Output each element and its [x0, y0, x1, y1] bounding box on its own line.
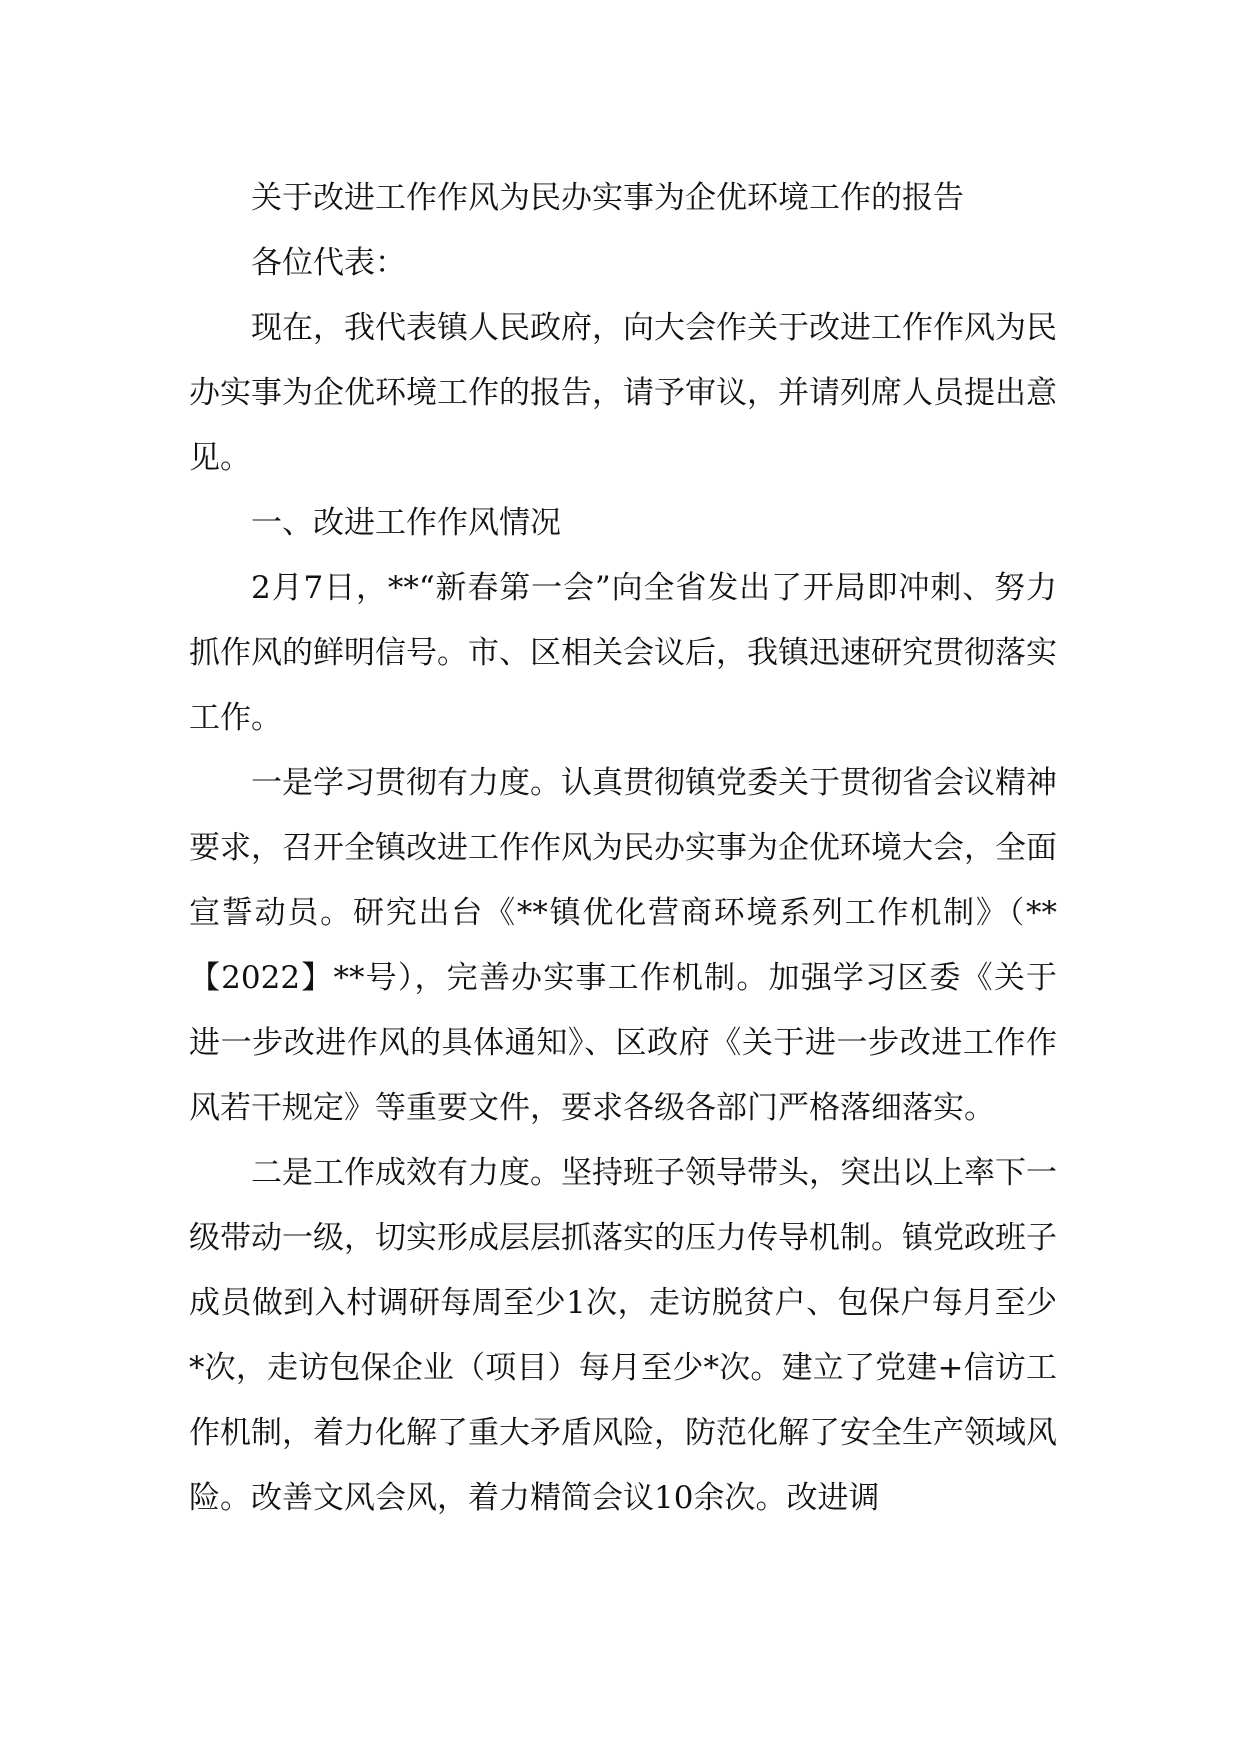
- document-title: 关于改进工作作风为民办实事为企优环境工作的报告: [251, 180, 964, 216]
- document-body: [189, 166, 1057, 1531]
- paragraph-study: 一是学习贯彻有力度。认真贯彻镇党委关于贯彻省会议精神要求，召开全镇改进工作作风为民办实事为企优环境大会，全面宣誓动员。研究出台《**镇优化营商环境系列工作机制》（**【2022】**号），完善办实事工作机制。加强学习区委《关于进一步改进作风的具体通知》、区政府《关于进一步改进工作作风若干规定》等重要文件，要求各级各部门严格落细落实。: [189, 765, 1057, 1126]
- paragraph-results: 二是工作成效有力度。坚持班子领导带头，突出以上率下一级带动一级，切实形成层层抓落实的压力传导机制。镇党政班子成员做到入村调研每周至少1次，走访脱贫户、包保户每月至少*次，走访包保企业（项目）每月至少*次。建立了党建+信访工作机制，着力化解了重大矛盾风险，防范化解了安全生产领域风险。改善文风会风，着力精简会议10余次。改进调: [189, 1155, 1057, 1516]
- section-heading-1: 一、改进工作作风情况: [251, 505, 561, 541]
- paragraph-intro: 现在，我代表镇人民政府，向大会作关于改进工作作风为民办实事为企优环境工作的报告，请予审议，并请列席人员提出意见。: [189, 310, 1057, 476]
- paragraph-background: 2月7日，**“新春第一会”向全省发出了开局即冲刺、努力抓作风的鲜明信号。市、区相关会议后，我镇迅速研究贯彻落实工作。: [189, 570, 1057, 736]
- salutation: 各位代表：: [251, 245, 406, 281]
